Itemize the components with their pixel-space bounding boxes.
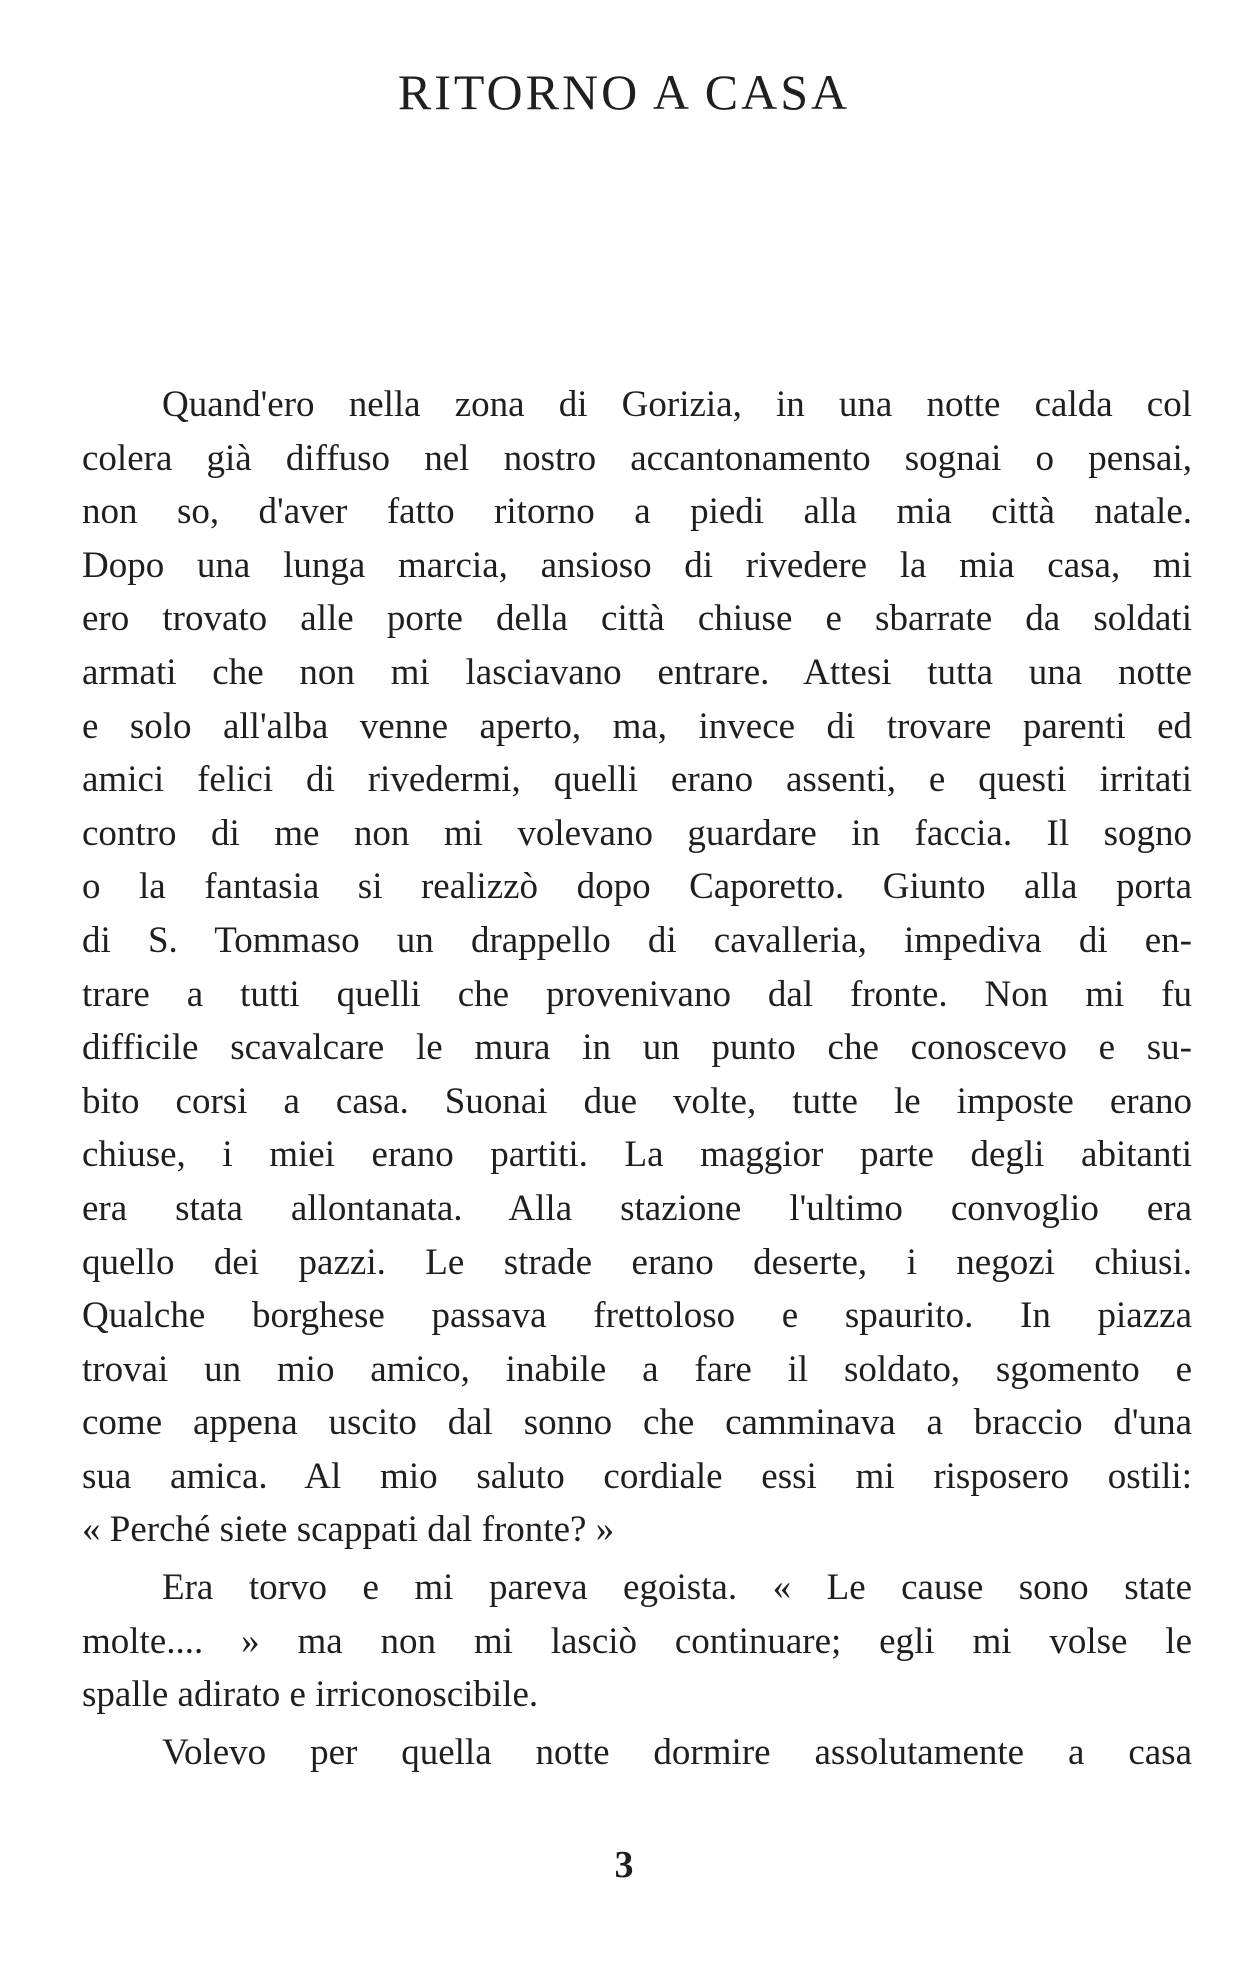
text-line: Qualche borghese passava frettoloso e spaurito. In piazza [82,1295,1192,1337]
text-line: Quand'ero nella zona di Gorizia, in una notte calda col [162,384,1192,425]
text-line: chiuse, i miei erano partiti. La maggior parte degli abitanti [82,1134,1192,1176]
text-line: e solo all'alba venne aperto, ma, invece di trovare parenti ed [82,705,1192,747]
text-line: colera già diffuso nel nostro accantonamento sognai o pensai, [82,437,1192,479]
text-line: o la fantasia si realizzò dopo Caporetto. Giunto alla porta [82,866,1192,908]
chapter-title: RITORNO A CASA [397,64,851,120]
text-line: trare a tutti quelli che provenivano dal fronte. Non mi fu [82,973,1192,1015]
text-line: Dopo una lunga marcia, ansioso di rivedere la mia casa, mi [82,544,1192,586]
text-line: « Perché siete scappati dal fronte? » [82,1509,615,1551]
text-line: Era torvo e mi pareva egoista. « Le cause sono state [162,1567,1192,1609]
text-line: ero trovato alle porte della città chiuse e sbarrate da soldati [82,598,1192,640]
page-number: 3 [614,1844,634,1886]
text-line: spalle adirato e irriconoscibile. [82,1674,539,1716]
text-line: era stata allontanata. Alla stazione l'ultimo convoglio era [82,1187,1192,1229]
text-line: trovai un mio amico, inabile a fare il soldato, sgomento e [82,1348,1192,1390]
text-line: di S. Tommaso un drappello di cavalleria, impediva di en- [82,919,1192,961]
body-text [82,378,1192,1779]
paragraph-3 [82,1726,1192,1780]
text-line: non so, d'aver fatto ritorno a piedi alla mia città natale. [82,491,1192,533]
text-line: come appena uscito dal sonno che camminava a braccio d'una [82,1402,1192,1444]
text-line: armati che non mi lasciavano entrare. Attesi tutta una notte [82,651,1192,693]
text-line: amici felici di rivedermi, quelli erano assenti, e questi irritati [82,759,1192,801]
paragraph-1 [82,378,1192,1557]
paragraph-2 [82,1561,1192,1722]
text-line: Volevo per quella notte dormire assolutamente a casa [162,1731,1192,1773]
text-line: bito corsi a casa. Suonai due volte, tutte le imposte erano [82,1080,1192,1122]
text-line: quello dei pazzi. Le strade erano deserte, i negozi chiusi. [82,1241,1192,1283]
text-line: molte.... » ma non mi lasciò continuare; egli mi volse le [82,1620,1192,1662]
text-line: difficile scavalcare le mura in un punto che conoscevo e su- [82,1027,1192,1069]
text-line: sua amica. Al mio saluto cordiale essi mi risposero ostili: [82,1455,1192,1497]
text-line: contro di me non mi volevano guardare in faccia. Il sogno [82,812,1192,854]
